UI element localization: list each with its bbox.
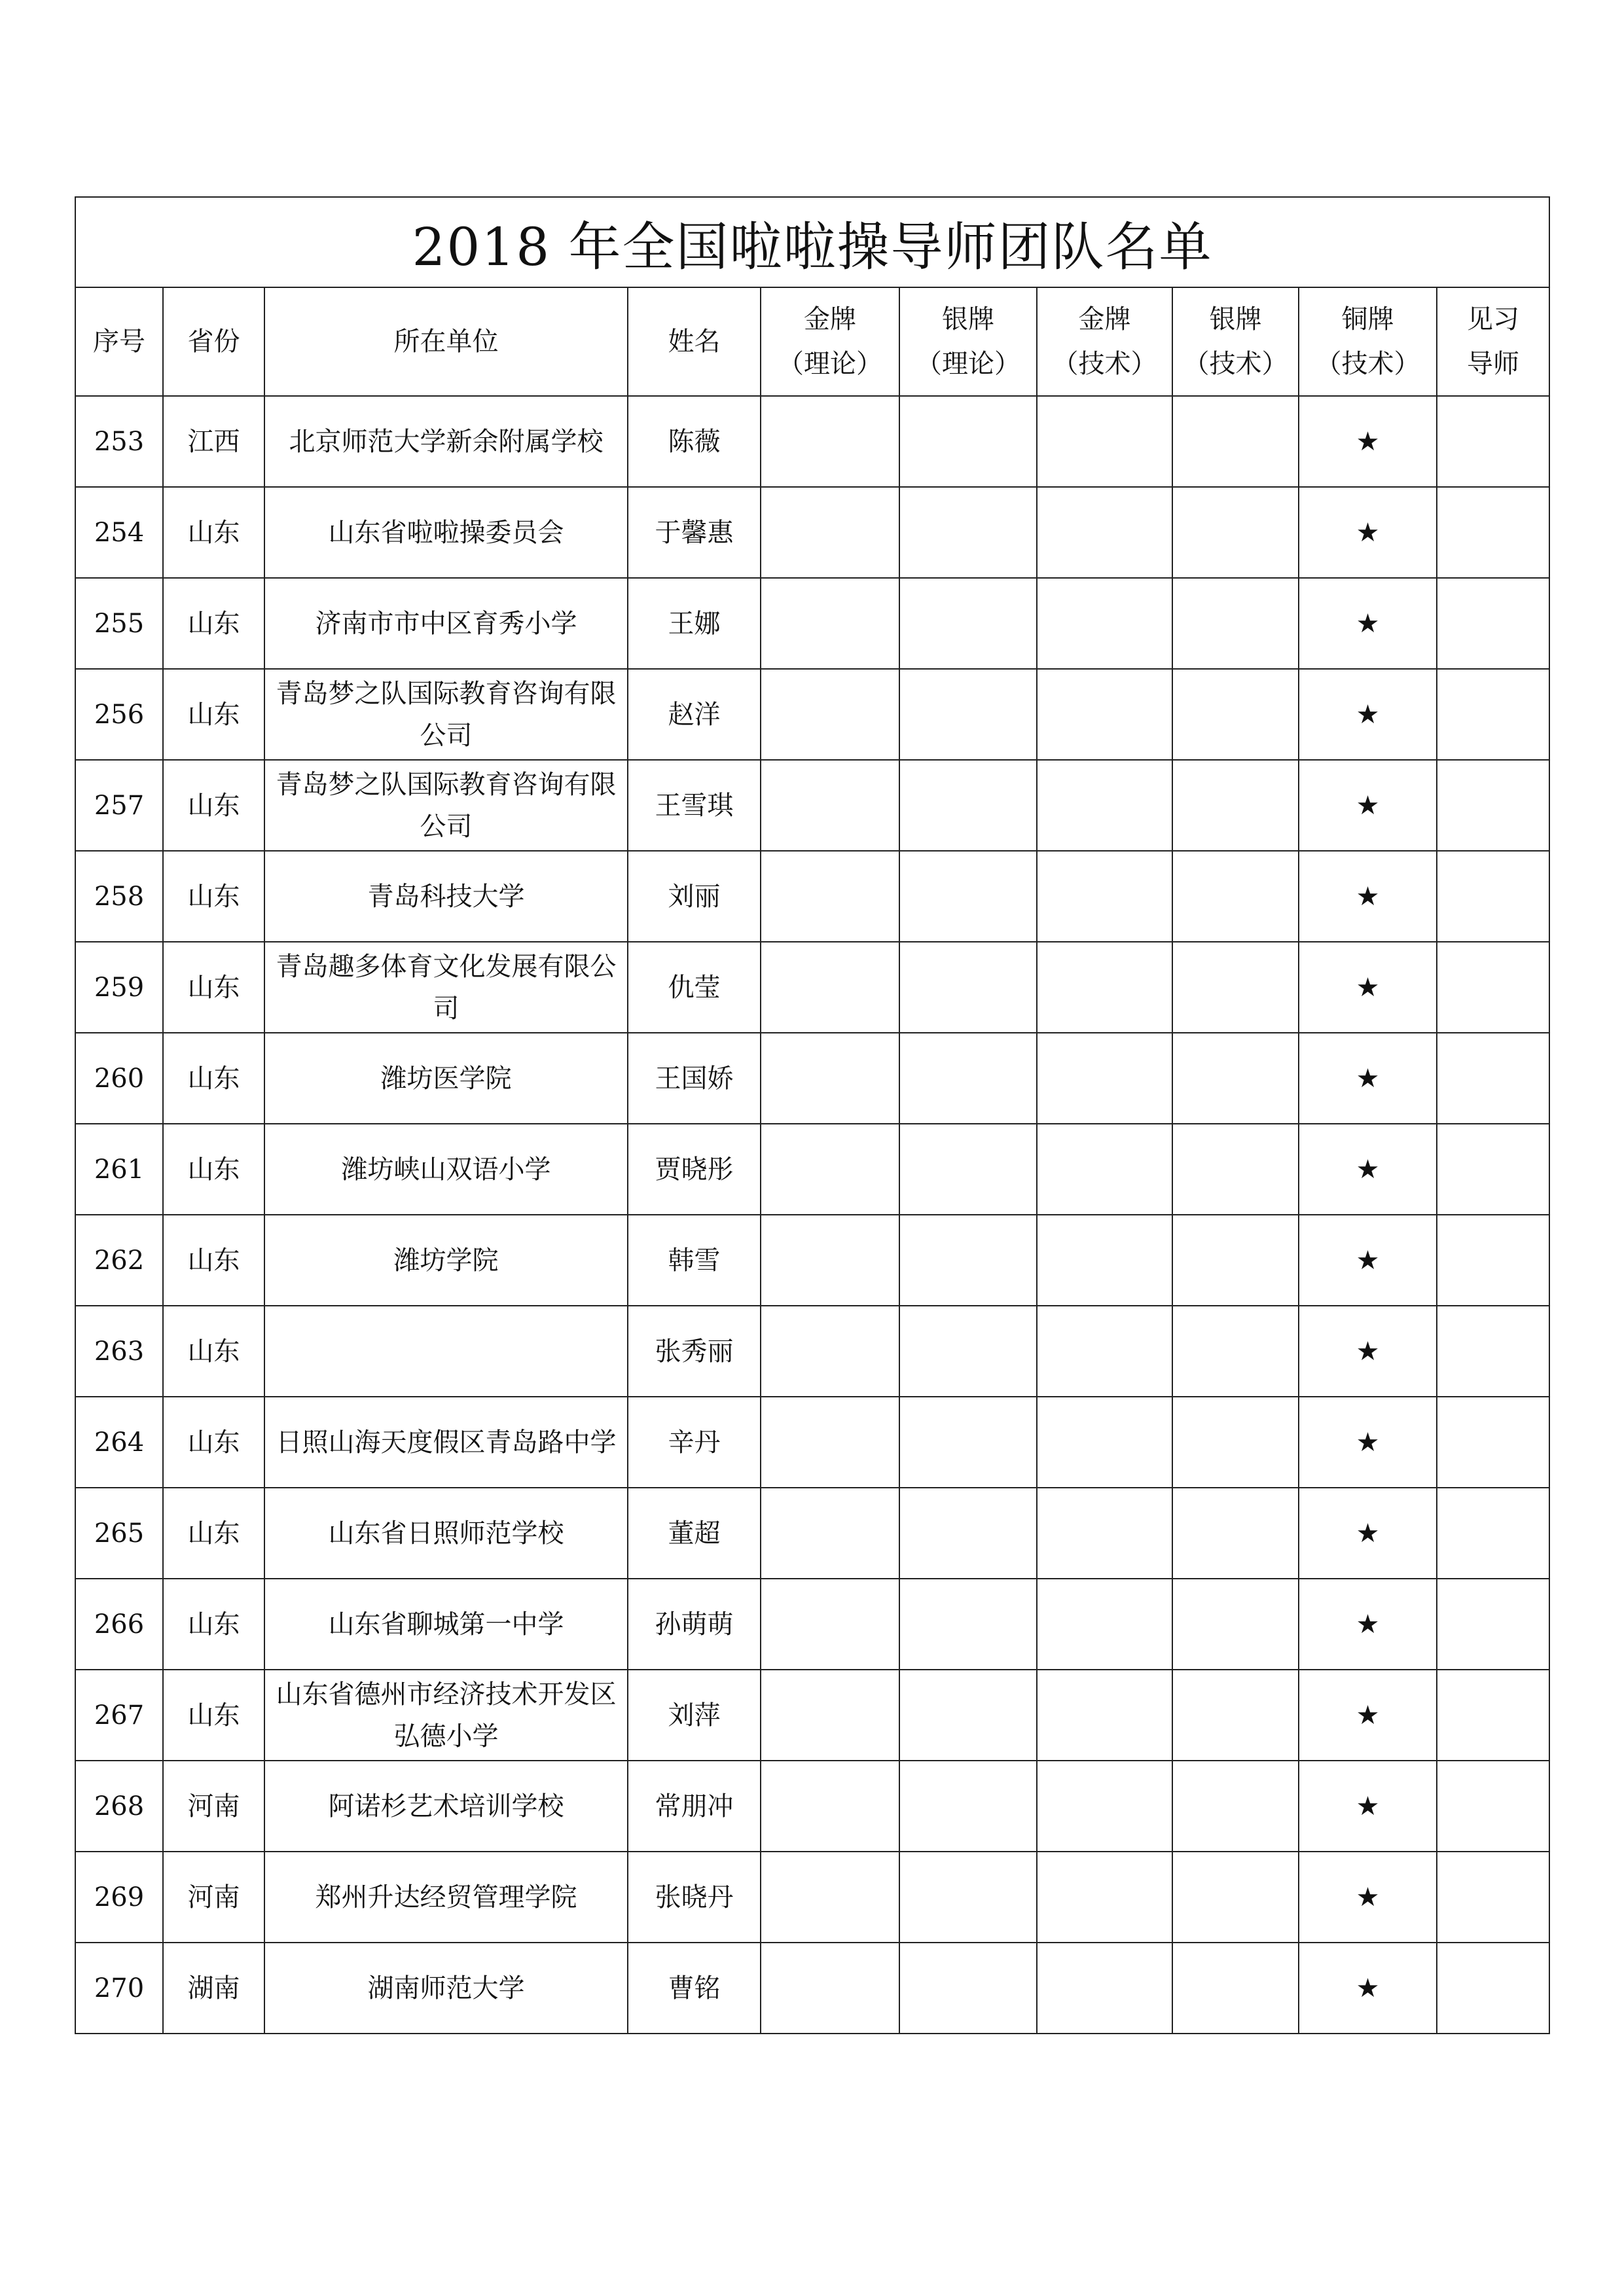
cell-unit: 济南市市中区育秀小学 — [264, 578, 628, 669]
header-gold-tech-line1: 金牌 — [1078, 304, 1131, 334]
cell-silver-tech — [1172, 578, 1299, 669]
cell-silver-theory — [899, 487, 1037, 578]
cell-unit: 潍坊学院 — [264, 1215, 628, 1306]
table-row — [75, 669, 1549, 760]
cell-unit: 山东省日照师范学校 — [264, 1488, 628, 1579]
cell-bronze-tech: ★ — [1299, 1306, 1437, 1397]
cell-silver-theory — [899, 760, 1037, 851]
cell-seq: 258 — [75, 851, 163, 942]
cell-silver-tech — [1172, 1579, 1299, 1670]
cell-name: 陈薇 — [628, 396, 761, 487]
cell-unit: 阿诺杉艺术培训学校 — [264, 1761, 628, 1852]
cell-province: 山东 — [163, 851, 264, 942]
cell-unit: 青岛科技大学 — [264, 851, 628, 942]
cell-trainee — [1437, 1761, 1549, 1852]
cell-seq: 254 — [75, 487, 163, 578]
cell-bronze-tech: ★ — [1299, 1488, 1437, 1579]
cell-province: 山东 — [163, 1579, 264, 1670]
cell-silver-tech — [1172, 669, 1299, 760]
cell-gold-tech — [1037, 1579, 1172, 1670]
cell-unit: 青岛梦之队国际教育咨询有限公司 — [264, 669, 628, 760]
cell-gold-tech — [1037, 1670, 1172, 1761]
cell-gold-theory — [761, 669, 899, 760]
cell-seq: 260 — [75, 1033, 163, 1124]
cell-gold-theory — [761, 1033, 899, 1124]
cell-bronze-tech: ★ — [1299, 578, 1437, 669]
cell-bronze-tech: ★ — [1299, 1579, 1437, 1670]
cell-gold-theory — [761, 1306, 899, 1397]
cell-silver-theory — [899, 1670, 1037, 1761]
header-gold-theory — [761, 287, 899, 396]
cell-name: 王雪琪 — [628, 760, 761, 851]
cell-seq: 253 — [75, 396, 163, 487]
cell-silver-theory — [899, 1306, 1037, 1397]
header-row — [75, 287, 1549, 396]
cell-province: 山东 — [163, 942, 264, 1033]
cell-province: 湖南 — [163, 1943, 264, 2034]
cell-silver-tech — [1172, 1488, 1299, 1579]
cell-province: 山东 — [163, 1033, 264, 1124]
table-row — [75, 1124, 1549, 1215]
cell-seq: 266 — [75, 1579, 163, 1670]
cell-gold-theory — [761, 487, 899, 578]
cell-seq: 262 — [75, 1215, 163, 1306]
cell-province: 山东 — [163, 1670, 264, 1761]
cell-bronze-tech: ★ — [1299, 1670, 1437, 1761]
cell-bronze-tech: ★ — [1299, 1943, 1437, 2034]
table-row — [75, 1397, 1549, 1488]
cell-name: 刘萍 — [628, 1670, 761, 1761]
cell-trainee — [1437, 1670, 1549, 1761]
header-unit: 所在单位 — [264, 287, 628, 396]
cell-silver-theory — [899, 396, 1037, 487]
cell-seq: 256 — [75, 669, 163, 760]
table-row — [75, 578, 1549, 669]
cell-trainee — [1437, 942, 1549, 1033]
cell-trainee — [1437, 396, 1549, 487]
cell-province: 山东 — [163, 760, 264, 851]
cell-silver-tech — [1172, 1852, 1299, 1943]
cell-gold-theory — [761, 1215, 899, 1306]
cell-seq: 255 — [75, 578, 163, 669]
cell-name: 曹铭 — [628, 1943, 761, 2034]
header-gold-theory-line1: 金牌 — [804, 304, 856, 334]
header-seq: 序号 — [75, 287, 163, 396]
table-row — [75, 1943, 1549, 2034]
cell-silver-tech — [1172, 1397, 1299, 1488]
cell-gold-theory — [761, 1579, 899, 1670]
cell-silver-theory — [899, 1579, 1037, 1670]
cell-gold-tech — [1037, 487, 1172, 578]
cell-name: 刘丽 — [628, 851, 761, 942]
cell-name: 张晓丹 — [628, 1852, 761, 1943]
table-row — [75, 1033, 1549, 1124]
cell-gold-tech — [1037, 1033, 1172, 1124]
cell-trainee — [1437, 1124, 1549, 1215]
cell-trainee — [1437, 1306, 1549, 1397]
table-row — [75, 487, 1549, 578]
cell-silver-tech — [1172, 1761, 1299, 1852]
cell-unit: 青岛趣多体育文化发展有限公司 — [264, 942, 628, 1033]
cell-name: 张秀丽 — [628, 1306, 761, 1397]
header-silver-theory-line1: 银牌 — [942, 304, 994, 334]
cell-trainee — [1437, 578, 1549, 669]
cell-gold-tech — [1037, 1488, 1172, 1579]
table-row — [75, 1670, 1549, 1761]
cell-gold-tech — [1037, 1943, 1172, 2034]
cell-unit: 山东省啦啦操委员会 — [264, 487, 628, 578]
cell-gold-tech — [1037, 1397, 1172, 1488]
header-silver-tech — [1172, 287, 1299, 396]
cell-silver-theory — [899, 1761, 1037, 1852]
cell-silver-theory — [899, 578, 1037, 669]
header-trainee — [1437, 287, 1549, 396]
header-trainee-line1: 见习 — [1467, 304, 1520, 334]
cell-seq: 261 — [75, 1124, 163, 1215]
cell-gold-tech — [1037, 1761, 1172, 1852]
cell-trainee — [1437, 1397, 1549, 1488]
cell-gold-theory — [761, 1852, 899, 1943]
cell-province: 江西 — [163, 396, 264, 487]
table-row — [75, 851, 1549, 942]
cell-name: 仇莹 — [628, 942, 761, 1033]
cell-gold-theory — [761, 396, 899, 487]
cell-bronze-tech: ★ — [1299, 669, 1437, 760]
cell-gold-tech — [1037, 1124, 1172, 1215]
header-trainee-line2: 导师 — [1467, 349, 1520, 379]
cell-name: 孙萌萌 — [628, 1579, 761, 1670]
header-silver-tech-line2: （技术） — [1183, 349, 1288, 379]
cell-province: 山东 — [163, 669, 264, 760]
cell-unit: 山东省德州市经济技术开发区弘德小学 — [264, 1670, 628, 1761]
cell-unit: 湖南师范大学 — [264, 1943, 628, 2034]
cell-seq: 259 — [75, 942, 163, 1033]
cell-silver-theory — [899, 1488, 1037, 1579]
cell-trainee — [1437, 1215, 1549, 1306]
cell-silver-tech — [1172, 851, 1299, 942]
header-gold-theory-line2: （理论） — [778, 349, 882, 379]
cell-gold-theory — [761, 1124, 899, 1215]
cell-silver-tech — [1172, 1943, 1299, 2034]
cell-silver-theory — [899, 1943, 1037, 2034]
cell-seq: 270 — [75, 1943, 163, 2034]
cell-bronze-tech: ★ — [1299, 1033, 1437, 1124]
cell-gold-tech — [1037, 1306, 1172, 1397]
cell-province: 山东 — [163, 578, 264, 669]
cell-province: 河南 — [163, 1852, 264, 1943]
cell-gold-theory — [761, 1761, 899, 1852]
table-row — [75, 1761, 1549, 1852]
cell-silver-theory — [899, 1397, 1037, 1488]
cell-gold-tech — [1037, 760, 1172, 851]
header-bronze-tech-line1: 铜牌 — [1341, 304, 1394, 334]
cell-gold-theory — [761, 1397, 899, 1488]
roster-body — [75, 396, 1549, 2034]
cell-silver-tech — [1172, 1670, 1299, 1761]
cell-unit: 郑州升达经贸管理学院 — [264, 1852, 628, 1943]
header-gold-tech-line2: （技术） — [1052, 349, 1157, 379]
cell-unit: 潍坊峡山双语小学 — [264, 1124, 628, 1215]
header-bronze-tech — [1299, 287, 1437, 396]
cell-silver-theory — [899, 1124, 1037, 1215]
cell-unit — [264, 1306, 628, 1397]
table-row — [75, 1488, 1549, 1579]
cell-bronze-tech: ★ — [1299, 851, 1437, 942]
cell-seq: 257 — [75, 760, 163, 851]
cell-trainee — [1437, 1033, 1549, 1124]
cell-silver-theory — [899, 1033, 1037, 1124]
header-silver-tech-line1: 银牌 — [1209, 304, 1262, 334]
roster-table — [75, 196, 1550, 2034]
cell-unit: 潍坊医学院 — [264, 1033, 628, 1124]
cell-name: 董超 — [628, 1488, 761, 1579]
cell-bronze-tech: ★ — [1299, 487, 1437, 578]
table-row — [75, 760, 1549, 851]
cell-trainee — [1437, 851, 1549, 942]
cell-silver-theory — [899, 1215, 1037, 1306]
cell-province: 山东 — [163, 1488, 264, 1579]
cell-name: 王国娇 — [628, 1033, 761, 1124]
cell-name: 辛丹 — [628, 1397, 761, 1488]
cell-gold-theory — [761, 851, 899, 942]
cell-gold-theory — [761, 1488, 899, 1579]
cell-seq: 265 — [75, 1488, 163, 1579]
cell-name: 王娜 — [628, 578, 761, 669]
cell-bronze-tech: ★ — [1299, 1761, 1437, 1852]
cell-bronze-tech: ★ — [1299, 1215, 1437, 1306]
cell-unit: 日照山海天度假区青岛路中学 — [264, 1397, 628, 1488]
cell-trainee — [1437, 760, 1549, 851]
cell-silver-tech — [1172, 1215, 1299, 1306]
cell-name: 韩雪 — [628, 1215, 761, 1306]
cell-province: 山东 — [163, 1124, 264, 1215]
cell-silver-tech — [1172, 1124, 1299, 1215]
cell-bronze-tech: ★ — [1299, 942, 1437, 1033]
cell-province: 山东 — [163, 1306, 264, 1397]
cell-name: 赵洋 — [628, 669, 761, 760]
cell-province: 山东 — [163, 1215, 264, 1306]
cell-unit: 青岛梦之队国际教育咨询有限公司 — [264, 760, 628, 851]
cell-silver-tech — [1172, 487, 1299, 578]
table-row — [75, 1306, 1549, 1397]
cell-bronze-tech: ★ — [1299, 396, 1437, 487]
cell-seq: 263 — [75, 1306, 163, 1397]
cell-silver-tech — [1172, 396, 1299, 487]
cell-trainee — [1437, 1579, 1549, 1670]
cell-silver-tech — [1172, 942, 1299, 1033]
header-bronze-tech-line2: （技术） — [1315, 349, 1420, 379]
cell-bronze-tech: ★ — [1299, 1852, 1437, 1943]
table-row — [75, 1579, 1549, 1670]
cell-name: 贾晓彤 — [628, 1124, 761, 1215]
cell-province: 河南 — [163, 1761, 264, 1852]
cell-province: 山东 — [163, 1397, 264, 1488]
table-row — [75, 1215, 1549, 1306]
cell-silver-theory — [899, 1852, 1037, 1943]
cell-gold-theory — [761, 578, 899, 669]
table-row — [75, 1852, 1549, 1943]
cell-gold-tech — [1037, 851, 1172, 942]
cell-seq: 269 — [75, 1852, 163, 1943]
cell-silver-tech — [1172, 1306, 1299, 1397]
cell-silver-theory — [899, 942, 1037, 1033]
header-silver-theory — [899, 287, 1037, 396]
header-silver-theory-line2: （理论） — [916, 349, 1020, 379]
cell-province: 山东 — [163, 487, 264, 578]
cell-name: 于馨惠 — [628, 487, 761, 578]
table-row — [75, 942, 1549, 1033]
header-gold-tech — [1037, 287, 1172, 396]
cell-gold-tech — [1037, 1215, 1172, 1306]
cell-bronze-tech: ★ — [1299, 1397, 1437, 1488]
cell-unit: 北京师范大学新余附属学校 — [264, 396, 628, 487]
cell-bronze-tech: ★ — [1299, 1124, 1437, 1215]
cell-gold-tech — [1037, 578, 1172, 669]
cell-silver-theory — [899, 669, 1037, 760]
cell-gold-tech — [1037, 942, 1172, 1033]
cell-silver-tech — [1172, 760, 1299, 851]
cell-bronze-tech: ★ — [1299, 760, 1437, 851]
cell-seq: 268 — [75, 1761, 163, 1852]
cell-gold-tech — [1037, 669, 1172, 760]
cell-gold-theory — [761, 1943, 899, 2034]
header-name: 姓名 — [628, 287, 761, 396]
document-title: 2018 年全国啦啦操导师团队名单 — [75, 197, 1549, 287]
cell-trainee — [1437, 1852, 1549, 1943]
cell-gold-tech — [1037, 396, 1172, 487]
cell-seq: 264 — [75, 1397, 163, 1488]
cell-seq: 267 — [75, 1670, 163, 1761]
cell-trainee — [1437, 669, 1549, 760]
cell-gold-theory — [761, 760, 899, 851]
table-row — [75, 396, 1549, 487]
cell-name: 常朋冲 — [628, 1761, 761, 1852]
cell-gold-theory — [761, 942, 899, 1033]
cell-trainee — [1437, 1488, 1549, 1579]
cell-trainee — [1437, 487, 1549, 578]
cell-silver-tech — [1172, 1033, 1299, 1124]
cell-trainee — [1437, 1943, 1549, 2034]
cell-gold-tech — [1037, 1852, 1172, 1943]
header-province: 省份 — [163, 287, 264, 396]
cell-gold-theory — [761, 1670, 899, 1761]
cell-unit: 山东省聊城第一中学 — [264, 1579, 628, 1670]
cell-silver-theory — [899, 851, 1037, 942]
